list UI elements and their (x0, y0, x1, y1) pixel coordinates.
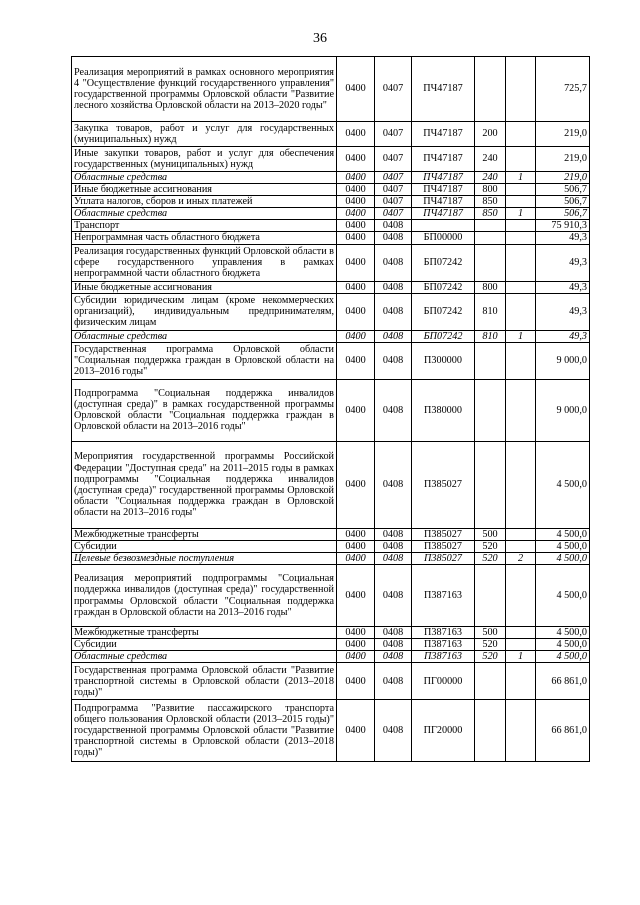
expense-type-code: 850 (475, 208, 506, 220)
table-row (72, 552, 590, 564)
funding-source-code: 1 (506, 651, 536, 663)
funding-source-code (506, 196, 536, 208)
item-name: Иные бюджетные ассигнования (72, 184, 337, 196)
amount: 75 910,3 (536, 220, 590, 232)
funding-source-code (506, 663, 536, 700)
target-article-code: П385027 (412, 528, 475, 540)
expense-type-code: 800 (475, 281, 506, 293)
subsection-code: 0408 (375, 232, 412, 244)
funding-source-code (506, 147, 536, 172)
target-article-code: БП07242 (412, 244, 475, 281)
item-name: Реализация мероприятий подпрограммы "Социальная поддержка инвалидов (доступная среда)" государственной программы Орловской области "Социальная поддержка граждан в Орловской области на 2013–2016 годы" (72, 565, 337, 627)
item-name: Реализация государственных функций Орловской области в сфере государственного управления в рамках непрограммной части областного бюджета (72, 244, 337, 281)
budget-table (71, 56, 590, 762)
item-name: Непрограммная часть областного бюджета (72, 232, 337, 244)
target-article-code: П387163 (412, 565, 475, 627)
section-code: 0400 (337, 528, 375, 540)
table-row (72, 184, 590, 196)
funding-source-code (506, 540, 536, 552)
expense-type-code: 520 (475, 651, 506, 663)
amount: 49,3 (536, 330, 590, 342)
table-row (72, 651, 590, 663)
item-name: Областные средства (72, 208, 337, 220)
amount: 219,0 (536, 122, 590, 147)
amount: 506,7 (536, 208, 590, 220)
table-row (72, 627, 590, 639)
funding-source-code: 1 (506, 208, 536, 220)
section-code: 0400 (337, 441, 375, 528)
amount: 49,3 (536, 293, 590, 330)
target-article-code: П387163 (412, 639, 475, 651)
expense-type-code (475, 441, 506, 528)
subsection-code: 0407 (375, 57, 412, 122)
funding-source-code (506, 244, 536, 281)
subsection-code: 0408 (375, 651, 412, 663)
funding-source-code (506, 281, 536, 293)
target-article-code: БП07242 (412, 293, 475, 330)
item-name: Межбюджетные трансферты (72, 528, 337, 540)
target-article-code: П385027 (412, 552, 475, 564)
item-name: Подпрограмма "Развитие пассажирского транспорта общего пользования Орловской области (2013–2015 годы)" государственной программы Орловской области "Развитие транспортной системы в Орловской области (2013–2018 годы)" (72, 700, 337, 762)
section-code: 0400 (337, 208, 375, 220)
expense-type-code: 850 (475, 196, 506, 208)
table-row (72, 232, 590, 244)
expense-type-code: 520 (475, 540, 506, 552)
item-name: Субсидии (72, 639, 337, 651)
subsection-code: 0408 (375, 540, 412, 552)
subsection-code: 0408 (375, 627, 412, 639)
amount: 49,3 (536, 281, 590, 293)
expense-type-code (475, 244, 506, 281)
amount: 219,0 (536, 172, 590, 184)
section-code: 0400 (337, 184, 375, 196)
section-code: 0400 (337, 196, 375, 208)
subsection-code: 0408 (375, 244, 412, 281)
amount: 49,3 (536, 232, 590, 244)
item-name: Субсидии юридическим лицам (кроме некоммерческих организаций), индивидуальным предпринимателям, физическим лицам (72, 293, 337, 330)
subsection-code: 0408 (375, 528, 412, 540)
target-article-code: П387163 (412, 651, 475, 663)
amount: 49,3 (536, 244, 590, 281)
amount: 9 000,0 (536, 379, 590, 441)
expense-type-code (475, 232, 506, 244)
funding-source-code (506, 122, 536, 147)
item-name: Иные закупки товаров, работ и услуг для обеспечения государственных (муниципальных) нужд (72, 147, 337, 172)
section-code: 0400 (337, 565, 375, 627)
funding-source-code (506, 700, 536, 762)
section-code: 0400 (337, 220, 375, 232)
funding-source-code (506, 379, 536, 441)
subsection-code: 0408 (375, 565, 412, 627)
section-code: 0400 (337, 244, 375, 281)
amount: 506,7 (536, 196, 590, 208)
target-article-code: П300000 (412, 342, 475, 379)
section-code: 0400 (337, 232, 375, 244)
item-name: Государственная программа Орловской области "Социальная поддержка граждан в Орловской области на 2013–2016 годы" (72, 342, 337, 379)
item-name: Уплата налогов, сборов и иных платежей (72, 196, 337, 208)
section-code: 0400 (337, 639, 375, 651)
amount: 4 500,0 (536, 540, 590, 552)
target-article-code: БП07242 (412, 330, 475, 342)
section-code: 0400 (337, 552, 375, 564)
item-name: Иные бюджетные ассигнования (72, 281, 337, 293)
item-name: Закупка товаров, работ и услуг для государственных (муниципальных) нужд (72, 122, 337, 147)
table-row (72, 147, 590, 172)
expense-type-code: 520 (475, 639, 506, 651)
expense-type-code (475, 57, 506, 122)
table-row (72, 639, 590, 651)
target-article-code (412, 220, 475, 232)
subsection-code: 0408 (375, 663, 412, 700)
section-code: 0400 (337, 330, 375, 342)
section-code: 0400 (337, 627, 375, 639)
section-code: 0400 (337, 293, 375, 330)
target-article-code: ПЧ47187 (412, 184, 475, 196)
target-article-code: ПГ20000 (412, 700, 475, 762)
section-code: 0400 (337, 342, 375, 379)
expense-type-code: 520 (475, 552, 506, 564)
amount: 4 500,0 (536, 565, 590, 627)
funding-source-code (506, 627, 536, 639)
funding-source-code (506, 639, 536, 651)
table-row (72, 172, 590, 184)
table-row (72, 244, 590, 281)
target-article-code: ПГ00000 (412, 663, 475, 700)
table-row (72, 565, 590, 627)
item-name: Мероприятия государственной программы Российской Федерации "Доступная среда" на 2011–2015 годы в рамках подпрограммы "Социальная поддержка инвалидов (доступная среда)" государственной программы Орловской области "Социальная поддержка граждан в Орловской области на 2013–2016 годы" (72, 441, 337, 528)
subsection-code: 0408 (375, 293, 412, 330)
funding-source-code (506, 342, 536, 379)
expense-type-code (475, 565, 506, 627)
table-row (72, 293, 590, 330)
expense-type-code (475, 342, 506, 379)
expense-type-code: 500 (475, 528, 506, 540)
amount: 219,0 (536, 147, 590, 172)
table-row (72, 342, 590, 379)
funding-source-code (506, 184, 536, 196)
amount: 4 500,0 (536, 441, 590, 528)
amount: 4 500,0 (536, 627, 590, 639)
funding-source-code (506, 232, 536, 244)
item-name: Областные средства (72, 651, 337, 663)
amount: 4 500,0 (536, 528, 590, 540)
table-row (72, 540, 590, 552)
item-name: Областные средства (72, 330, 337, 342)
table-row (72, 57, 590, 122)
expense-type-code (475, 379, 506, 441)
section-code: 0400 (337, 663, 375, 700)
target-article-code: БП00000 (412, 232, 475, 244)
section-code: 0400 (337, 379, 375, 441)
subsection-code: 0407 (375, 184, 412, 196)
expense-type-code: 200 (475, 122, 506, 147)
table-row (72, 379, 590, 441)
table-row (72, 281, 590, 293)
item-name: Областные средства (72, 172, 337, 184)
subsection-code: 0408 (375, 281, 412, 293)
table-row (72, 441, 590, 528)
section-code: 0400 (337, 281, 375, 293)
funding-source-code (506, 441, 536, 528)
section-code: 0400 (337, 540, 375, 552)
funding-source-code: 1 (506, 172, 536, 184)
amount: 9 000,0 (536, 342, 590, 379)
amount: 4 500,0 (536, 552, 590, 564)
section-code: 0400 (337, 700, 375, 762)
target-article-code: ПЧ47187 (412, 147, 475, 172)
item-name: Транспорт (72, 220, 337, 232)
table-row (72, 196, 590, 208)
subsection-code: 0407 (375, 208, 412, 220)
funding-source-code: 2 (506, 552, 536, 564)
subsection-code: 0407 (375, 196, 412, 208)
expense-type-code: 810 (475, 330, 506, 342)
item-name: Реализация мероприятий в рамках основного мероприятия 4 "Осуществление функций государственного управления" государственной программы Орловской области "Развитие лесного хозяйства Орловской области на 2013–2020 годы" (72, 57, 337, 122)
table-row (72, 330, 590, 342)
item-name: Межбюджетные трансферты (72, 627, 337, 639)
target-article-code: ПЧ47187 (412, 208, 475, 220)
item-name: Подпрограмма "Социальная поддержка инвалидов (доступная среда)" в рамках государственной программы Орловской области "Социальная поддержка граждан в Орловской области на 2013–2016 годы" (72, 379, 337, 441)
table-row (72, 528, 590, 540)
funding-source-code: 1 (506, 330, 536, 342)
subsection-code: 0408 (375, 700, 412, 762)
target-article-code: БП07242 (412, 281, 475, 293)
funding-source-code (506, 57, 536, 122)
amount: 4 500,0 (536, 639, 590, 651)
target-article-code: П380000 (412, 379, 475, 441)
amount: 725,7 (536, 57, 590, 122)
subsection-code: 0408 (375, 330, 412, 342)
subsection-code: 0407 (375, 147, 412, 172)
amount: 4 500,0 (536, 651, 590, 663)
expense-type-code (475, 663, 506, 700)
amount: 506,7 (536, 184, 590, 196)
table-row (72, 700, 590, 762)
expense-type-code: 500 (475, 627, 506, 639)
subsection-code: 0408 (375, 552, 412, 564)
item-name: Субсидии (72, 540, 337, 552)
target-article-code: ПЧ47187 (412, 172, 475, 184)
item-name: Государственная программа Орловской области "Развитие транспортной системы в Орловской области (2013–2018 годы)" (72, 663, 337, 700)
target-article-code: П387163 (412, 627, 475, 639)
subsection-code: 0408 (375, 441, 412, 528)
expense-type-code (475, 700, 506, 762)
target-article-code: П385027 (412, 441, 475, 528)
target-article-code: ПЧ47187 (412, 122, 475, 147)
table-row (72, 122, 590, 147)
subsection-code: 0408 (375, 379, 412, 441)
section-code: 0400 (337, 147, 375, 172)
subsection-code: 0407 (375, 172, 412, 184)
amount: 66 861,0 (536, 700, 590, 762)
amount: 66 861,0 (536, 663, 590, 700)
target-article-code: ПЧ47187 (412, 196, 475, 208)
section-code: 0400 (337, 57, 375, 122)
subsection-code: 0408 (375, 639, 412, 651)
subsection-code: 0408 (375, 220, 412, 232)
subsection-code: 0407 (375, 122, 412, 147)
funding-source-code (506, 220, 536, 232)
subsection-code: 0408 (375, 342, 412, 379)
funding-source-code (506, 293, 536, 330)
target-article-code: П385027 (412, 540, 475, 552)
section-code: 0400 (337, 122, 375, 147)
expense-type-code: 810 (475, 293, 506, 330)
section-code: 0400 (337, 172, 375, 184)
expense-type-code (475, 220, 506, 232)
section-code: 0400 (337, 651, 375, 663)
expense-type-code: 240 (475, 147, 506, 172)
item-name: Целевые безвозмездные поступления (72, 552, 337, 564)
table-row (72, 208, 590, 220)
funding-source-code (506, 565, 536, 627)
target-article-code: ПЧ47187 (412, 57, 475, 122)
table-row (72, 220, 590, 232)
table-row (72, 663, 590, 700)
page-number: 36 (313, 31, 327, 46)
expense-type-code: 800 (475, 184, 506, 196)
expense-type-code: 240 (475, 172, 506, 184)
funding-source-code (506, 528, 536, 540)
